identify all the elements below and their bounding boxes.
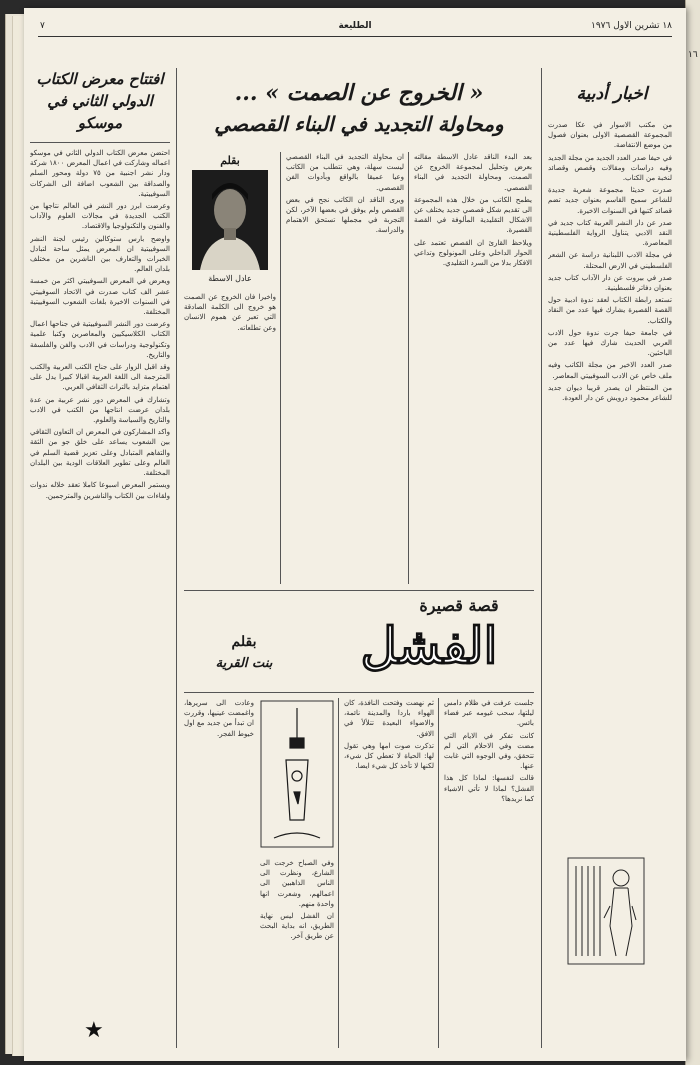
middle-article-headline-2: ومحاولة التجديد في البناء القصصي	[214, 112, 504, 136]
news-item: من مكتب الاسوار في عكا صدرت المجموعة القصصية الاولى بعنوان فصول من موضع الانتفاضة.	[548, 121, 672, 150]
story-title: الفشل	[360, 616, 498, 675]
paragraph: ويعرض في المعرض السوفييتي اكثر من خمسة عشر الف كتاب صدرت في الاتحاد السوفييتي في السنوات الاخيرة بلغات الشعوب السوفييتية المختلفة.	[30, 277, 170, 317]
story-byline-label: بقلم	[231, 634, 257, 650]
next-page-strip	[685, 0, 700, 1065]
paragraph: وتشارك في المعرض دور نشر عربية من عدة بلدان عرضت انتاجها من الكتب في الادب والتاريخ والسياسة والعلوم.	[30, 395, 170, 425]
right-column-body	[548, 120, 672, 840]
paragraph: ثم نهضت وفتحت النافذة، كان الهواء باردا والمدينة نائمة، والاضواء البعيدة تتلألأ في الافق.	[344, 699, 434, 738]
issue-date: ١٨ تشرين الاول ١٩٧٦	[591, 21, 672, 31]
news-item: صدر عن دار النشر العربية كتاب جديد في النقد الادبي يتناول الرواية الفلسطينية المعاصرة.	[548, 218, 672, 248]
paragraph: بعد البدء الناقد عادل الاسطة مقالته بعرض وتحليل لمجموعة الخروج عن الصمت، ومحاولة التجديد في البناء القصصي.	[414, 153, 532, 192]
author-photo-caption: عادل الاسطة	[208, 274, 252, 283]
news-item: من المنتظر ان يصدر قريبا ديوان جديد للشاعر محمود درويش عن دار العودة.	[548, 383, 672, 403]
middle-article-col-1	[414, 152, 532, 584]
paragraph: وقد اقبل الزوار على جناح الكتب العربية والكتب المترجمة الى اللغة العربية اقبالا كبيرا يدل على اهتمام متزايد بالتراث الثقافي العربي.	[30, 363, 170, 392]
running-header	[38, 18, 672, 37]
right-column-headline: اخبار أدبية	[576, 84, 648, 104]
star-ornament-icon: ★	[84, 1018, 104, 1043]
column-rule	[280, 152, 281, 584]
column-rule	[541, 68, 542, 1048]
paragraph: يطمح الكاتب من خلال هذه المجموعة الى تقديم شكل قصصي جديد يختلف عن الاشكال التقليدية المألوفة في القصة القصيرة.	[414, 195, 532, 235]
paragraph: واكد المشاركون في المعرض ان التعاون الثقافي بين الشعوب يساعد على خلق جو من الثقة والتفاهم المتبادل وعلى تعزيز قضية السلم في العالم وعلى تطوير العلاقات الودية بين البلدان المختلفة.	[30, 428, 170, 478]
middle-byline-label: بقلم	[220, 154, 240, 167]
paragraph: احتضن معرض الكتاب الدولي الثاني في موسكو اعماله وشاركت في اعمال المعرض ١٨٠٠ شركة ودار نشر اجنبية من ٧٥ دولة ومحور السلم والصداقة بين الشعوب اضافة الى الشركات السوفييتية.	[30, 149, 170, 198]
story-col-1	[444, 698, 534, 1048]
column-rule	[176, 68, 177, 1048]
paragraph: ان الفشل ليس نهاية الطريق، انه بداية البحث عن طريق آخر.	[260, 912, 334, 941]
paragraph: ان محاولة التجديد في البناء القصصي ليست سهلة، وهي تتطلب من الكاتب وعيا عميقا بالواقع وبأدوات الفن القصصي.	[286, 153, 404, 192]
story-illustration	[260, 700, 334, 848]
publication-title: الطليعة	[338, 21, 372, 31]
news-item: صدر العدد الاخير من مجلة الكاتب وفيه ملف خاص عن الادب السوفييتي المعاصر.	[548, 361, 672, 380]
column-rule	[338, 698, 339, 1048]
news-item: صدرت حديثا مجموعة شعرية جديدة للشاعر سميح القاسم بعنوان جديد تضم قصائد كتبها في السنوات الاخيرة.	[548, 186, 672, 215]
column-rule	[438, 698, 439, 1048]
paragraph: وعرضت دور النشر السوفييتية في جناحها اعمال الكتاب الكلاسيكيين والمعاصرين وكتبا علمية وتكنولوجية ودراسات في الادب والفن والفلسفة والتاريخ.	[30, 320, 170, 359]
figure-sketch-illustration	[566, 856, 646, 966]
news-item: في جامعة حيفا جرت ندوة حول الادب العربي الحديث شارك فيها عدد من الباحثين.	[548, 328, 672, 358]
middle-article-col-3	[184, 292, 276, 584]
middle-article-col-2	[286, 152, 404, 584]
news-item: في حيفا صدر العدد الجديد من مجلة الجديد وفيه دراسات ومقالات وقصص وقصائد لنخبة من الكتاب.	[548, 153, 672, 183]
headline-rule	[30, 142, 170, 143]
paragraph: جلست عرفت في ظلام دامس ليلتها، سحب غيومه عبر فضاء بائس.	[444, 699, 534, 728]
story-author: بنت القرية	[215, 656, 273, 671]
paragraph: تذكرت صوت امها وهي تقول لها: الحياة لا تعطي كل شيء، لكنها لا تأخذ كل شيء ايضا.	[344, 741, 434, 771]
story-section-label: قصة قصيرة	[419, 596, 499, 615]
left-article-headline: افتتاح معرض الكتاب الدولي الثاني في موسكو	[36, 70, 164, 132]
paragraph: ويستمر المعرض اسبوعا كاملا تعقد خلاله ندوات ولقاءات بين الكتاب والناشرين والمترجمين.	[30, 481, 170, 500]
paragraph: ويرى الناقد ان الكاتب نجح في بعض القصص ولم يوفق في بعضها الآخر، لكن التجربة في مجملها تستحق الاهتمام والدراسة.	[286, 195, 404, 235]
paragraph: ويلاحظ القارئ ان القصص تعتمد على الحوار الداخلي وعلى المونولوج وتداعي الافكار بدلا من السرد التقليدي.	[414, 238, 532, 268]
author-photo	[192, 170, 268, 270]
paragraph: قالت لنفسها: لماذا كل هذا الفشل؟ لماذا لا تأتي الاشياء كما نريدها؟	[444, 774, 534, 803]
middle-article-headline-1: « الخروج عن الصمت » ...	[234, 80, 484, 106]
paragraph: كانت تفكر في الايام التي مضت وفي الاحلام التي لم تتحقق، وفي الوجوه التي غابت عنها.	[444, 731, 534, 771]
page-number: ٧	[40, 21, 45, 31]
story-col-3	[184, 698, 254, 1048]
story-col-4	[260, 858, 334, 1048]
newspaper-page	[24, 8, 686, 1061]
news-item: في مجلة الادب اللبنانية دراسة عن الشعر الفلسطيني في الارض المحتلة.	[548, 251, 672, 270]
paragraph: واوضح بارس ستوكالين رئيس لجنة النشر السوفييتية ان المعرض يمثل ساحة لتبادل الخبرات والتعارف بين الناشرين من مختلف بلدان العالم.	[30, 234, 170, 274]
paragraph: وعادت الى سريرها، واغمضت عينيها، وقررت ان تبدأ من جديد مع اول خيوط الفجر.	[184, 699, 254, 738]
story-rule	[184, 692, 534, 693]
edge-page-number: ١٦	[688, 50, 698, 60]
news-item: صدر في بيروت عن دار الآداب كتاب جديد بعنوان دفاتر فلسطينية.	[548, 273, 672, 293]
paragraph: وفي الصباح خرجت الى الشارع، ونظرت الى الناس الذاهبين الى اعمالهم، وشعرت انها واحدة منهم.	[260, 859, 334, 908]
left-article-body	[30, 148, 170, 908]
section-rule	[184, 590, 534, 591]
column-rule	[408, 152, 409, 584]
story-col-2	[344, 698, 434, 1048]
paragraph: واخيرا فان الخروج عن الصمت هو خروج الى الكلمة الصادقة التي تعبر عن هموم الانسان وعن تطلعاته.	[184, 293, 276, 332]
paragraph: وعرضت ابرز دور النشر في العالم نتاجها من الكتب الجديدة في مجالات العلوم والآداب والفنون والتكنولوجيا والاقتصاد.	[30, 202, 170, 231]
news-item: تستعد رابطة الكتاب لعقد ندوة ادبية حول القصة القصيرة يشارك فيها عدد من النقاد والكتاب.	[548, 296, 672, 325]
